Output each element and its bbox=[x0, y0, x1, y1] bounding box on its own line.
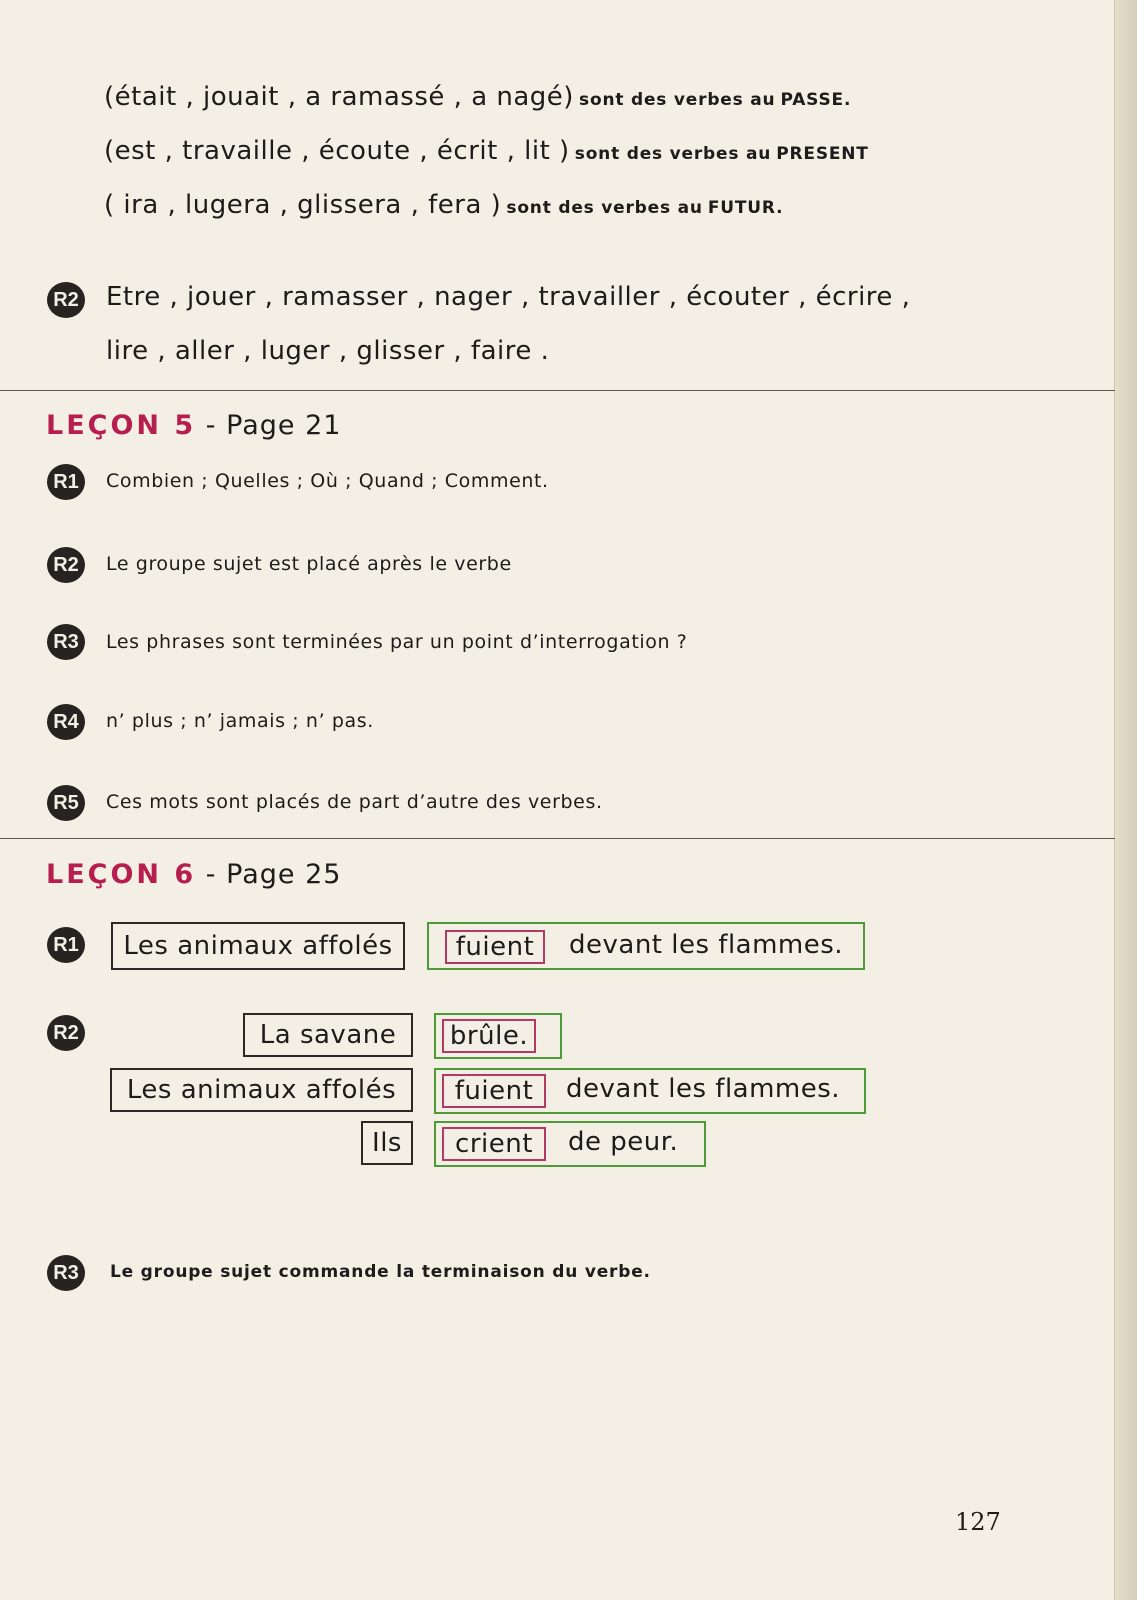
verb-box: fuient bbox=[442, 1074, 546, 1108]
infinitives-line-2: lire , aller , luger , glisser , faire . bbox=[106, 336, 550, 366]
lesson-5-page: - Page 21 bbox=[205, 410, 342, 441]
lesson-5-answer: n’ plus ; n’ jamais ; n’ pas. bbox=[106, 710, 374, 732]
page-edge bbox=[1114, 0, 1137, 1600]
lesson-5-answer: Le groupe sujet est placé après le verbe bbox=[106, 553, 512, 575]
complement-text: de peur. bbox=[568, 1127, 679, 1157]
subject-group-box: Les animaux affolés bbox=[111, 922, 405, 970]
predicate-group-box bbox=[434, 1121, 706, 1167]
section-divider bbox=[0, 390, 1115, 391]
answer-badge: R1 bbox=[47, 464, 85, 500]
tense-line-present: (est , travaille , écoute , écrit , lit ) sont des verbes au PRESENT bbox=[104, 136, 869, 166]
lesson-6-heading bbox=[46, 859, 341, 890]
lesson-6-page: - Page 25 bbox=[205, 859, 342, 890]
complement-text: devant les flammes. bbox=[569, 930, 844, 960]
answer-badge: R4 bbox=[47, 704, 85, 740]
tense-line-past: (était , jouait , a ramassé , a nagé) sont des verbes au PASSE. bbox=[104, 82, 852, 112]
verb-box: fuient bbox=[445, 930, 545, 964]
tense-line-future: ( ira , lugera , glissera , fera ) sont des verbes au FUTUR. bbox=[104, 190, 784, 220]
predicate-group-box bbox=[427, 922, 865, 970]
answer-badge: R3 bbox=[47, 624, 85, 660]
lesson-6-answer: Le groupe sujet commande la terminaison du verbe. bbox=[110, 1262, 651, 1282]
lesson-5-answer: Combien ; Quelles ; Où ; Quand ; Comment. bbox=[106, 470, 549, 492]
complement-text: devant les flammes. bbox=[566, 1074, 841, 1104]
predicate-group-box bbox=[434, 1068, 866, 1114]
answer-badge: R2 bbox=[47, 1015, 85, 1051]
lesson-5-label: LEÇON 5 bbox=[46, 410, 197, 441]
section-divider bbox=[0, 838, 1115, 839]
answer-badge: R5 bbox=[47, 785, 85, 821]
lesson-5-answer: Ces mots sont placés de part d’autre des verbes. bbox=[106, 791, 603, 813]
subject-group-box: Les animaux affolés bbox=[110, 1068, 413, 1112]
lesson-5-answer: Les phrases sont terminées par un point d’interrogation ? bbox=[106, 631, 688, 653]
answer-badge: R2 bbox=[47, 282, 85, 318]
answer-badge: R3 bbox=[47, 1255, 85, 1291]
page-number: 127 bbox=[955, 1508, 1001, 1536]
subject-group-box: Ils bbox=[361, 1121, 413, 1165]
answer-badge: R1 bbox=[47, 927, 85, 963]
verb-box: crient bbox=[442, 1127, 546, 1161]
lesson-5-heading bbox=[46, 410, 341, 441]
subject-group-box: La savane bbox=[243, 1013, 413, 1057]
answer-badge: R2 bbox=[47, 547, 85, 583]
verb-box: brûle. bbox=[442, 1019, 536, 1053]
predicate-group-box bbox=[434, 1013, 562, 1059]
lesson-6-label: LEÇON 6 bbox=[46, 859, 197, 890]
infinitives-line-1: Etre , jouer , ramasser , nager , travailler , écouter , écrire , bbox=[106, 282, 911, 312]
